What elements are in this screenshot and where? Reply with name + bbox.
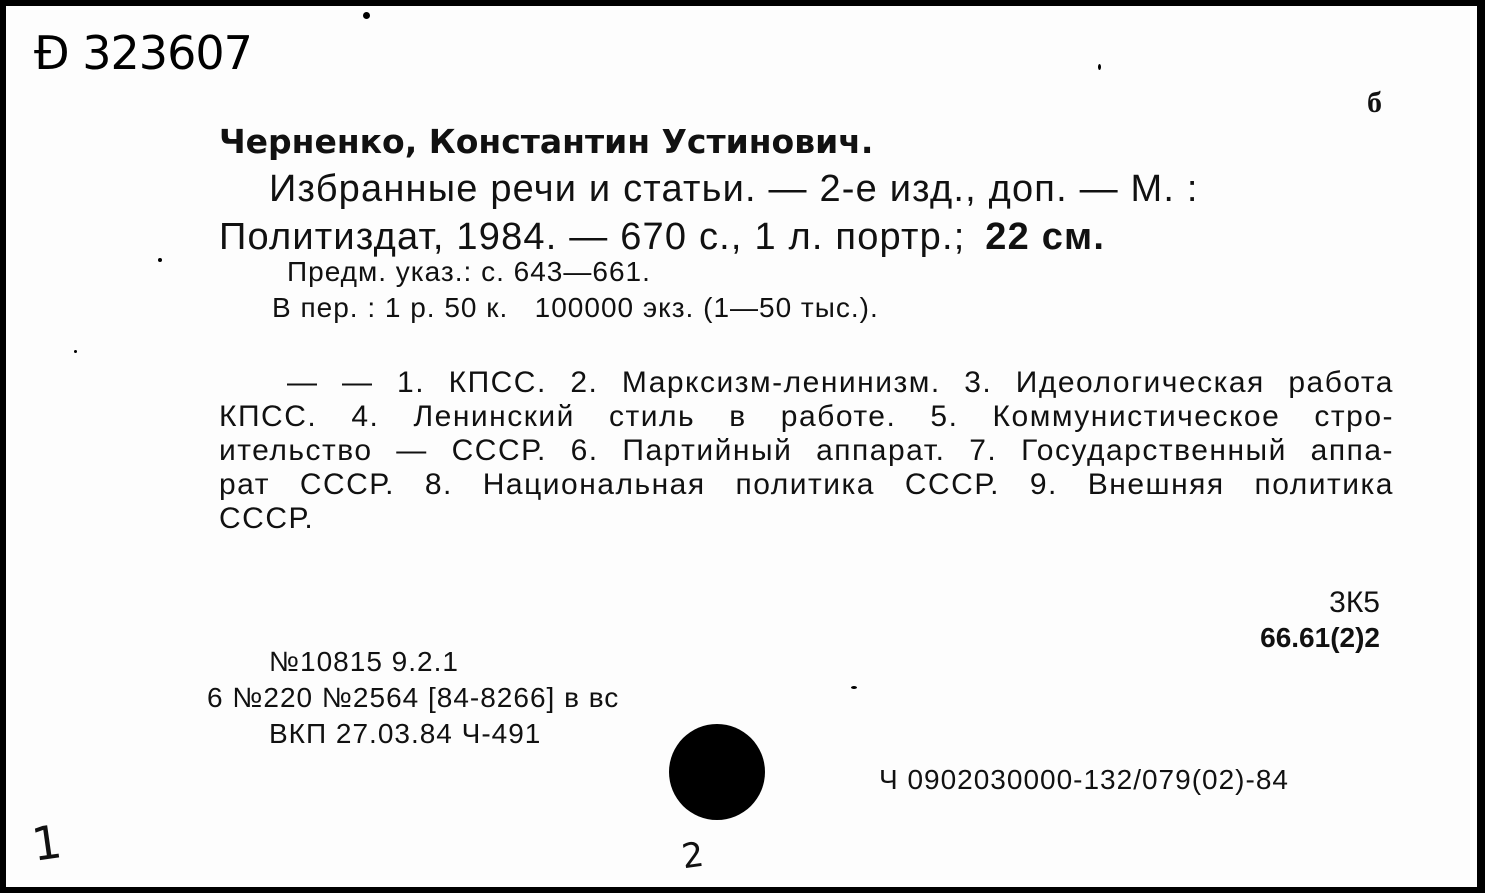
ink-speck xyxy=(363,12,370,19)
record-line: ВКП 27.03.84 Ч-491 xyxy=(269,718,542,749)
handwritten-mark: 2 xyxy=(679,834,707,878)
publisher-info: Политиздат, 1984. — 670 с., 1 л. портр.; xyxy=(219,216,966,258)
corner-mark: б xyxy=(1367,86,1382,119)
ink-speck xyxy=(74,350,77,353)
index-note: Предм. указ.: с. 643—661. xyxy=(287,256,651,287)
isbn-code: Ч 0902030000-132/079(02)-84 xyxy=(879,764,1289,795)
subject-line: рат СССР. 8. Национальная политика СССР. 9. Внешняя политика xyxy=(219,468,1394,501)
classification: 3К5 xyxy=(1329,586,1380,619)
ink-speck xyxy=(851,686,857,689)
subject-line: ительство — СССР. 6. Партийный аппарат. 7. Государственный аппа- xyxy=(219,434,1394,467)
subject-line: КПСС. 4. Ленинский стиль в работе. 5. Коммунистическое стро- xyxy=(219,400,1394,433)
size-info: 22 см. xyxy=(985,216,1106,258)
ink-speck xyxy=(1098,64,1101,70)
classification-code: 66.61(2)2 xyxy=(1260,622,1380,653)
subject-line: СССР. xyxy=(219,502,315,535)
author-heading: Черненко, Константин Устинович. xyxy=(219,122,874,161)
title-line-1: Избранные речи и статьи. — 2-е изд., доп. — М. : xyxy=(269,168,1199,210)
handwritten-mark: 1 xyxy=(28,814,65,872)
punch-hole xyxy=(669,724,765,820)
record-line: №10815 9.2.1 xyxy=(269,646,459,677)
subject-headings xyxy=(219,366,1394,536)
subject-line: — — 1. КПСС. 2. Марксизм-ленинизм. 3. Идеологическая работа xyxy=(287,366,1394,399)
catalog-number: Ɖ 323607 xyxy=(34,26,252,80)
record-line: 6 №220 №2564 [84-8266] в вс xyxy=(207,682,620,713)
ink-speck xyxy=(158,258,162,262)
price-line: В пер. : 1 р. 50 к. 100000 экз. (1—50 тыс.). xyxy=(272,292,879,323)
title-line-2 xyxy=(219,216,1105,259)
catalog-card xyxy=(4,4,1479,889)
